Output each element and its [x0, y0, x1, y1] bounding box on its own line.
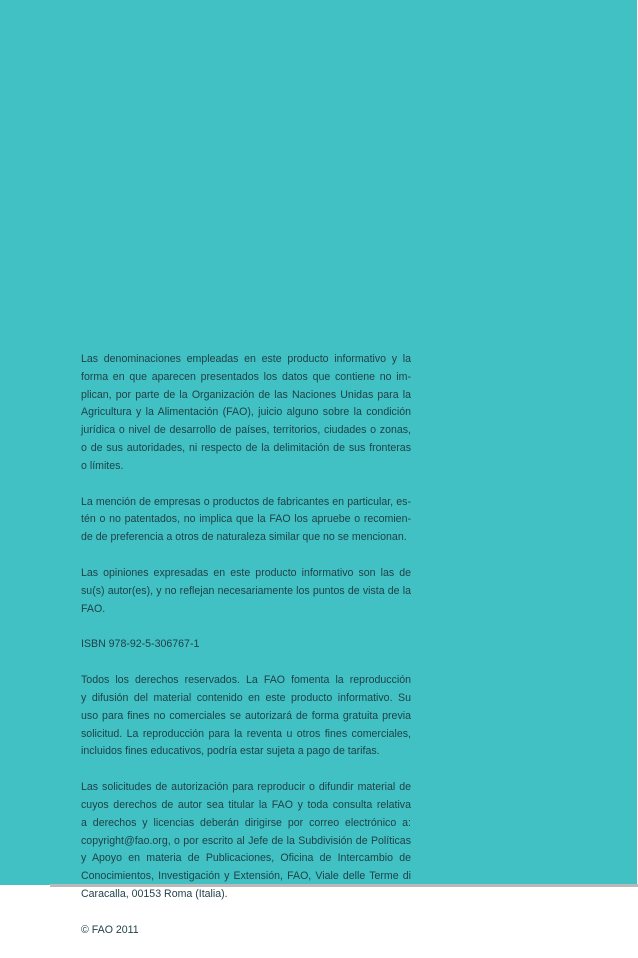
text-line: solicitud. La reproducción para la reventa u otros fines comerciales, — [81, 727, 411, 740]
copyright-notice — [81, 351, 411, 958]
text-line: ISBN 978-92-5-306767-1 — [81, 638, 200, 651]
text-line: Todos los derechos reservados. La FAO fomenta la reproducción — [81, 674, 411, 687]
text-line: Caracalla, 00153 Roma (Italia). — [81, 887, 228, 900]
text-line: uso para fines no comerciales se autorizará de forma gratuita previa — [81, 709, 411, 722]
copyright-line — [81, 922, 411, 940]
text-line: Agricultura y la Alimentación (FAO), juicio alguno sobre la condición — [81, 406, 411, 419]
isbn-line — [81, 636, 411, 654]
text-line: forma en que aparecen presentados los datos que contiene no im- — [81, 370, 411, 383]
text-line: a derechos y licencias deberán dirigirse por correo electrónico a: — [81, 816, 411, 829]
endorsement-paragraph — [81, 494, 411, 547]
text-line: Las opiniones expresadas en este producto informativo son las de — [81, 566, 411, 579]
text-line: © FAO 2011 — [81, 923, 139, 936]
text-line: copyright@fao.org, o por escrito al Jefe de la Subdivisión de Políticas — [81, 834, 411, 847]
text-line: su(s) autor(es), y no reflejan necesariamente los puntos de vista de la — [81, 584, 411, 597]
text-line: de de preferencia a otros de naturaleza similar que no se mencionan. — [81, 531, 407, 544]
text-line: y difusión del material contenido en este producto informativo. Su — [81, 691, 411, 704]
text-line: La mención de empresas o productos de fabricantes en particular, es- — [81, 495, 411, 508]
text-line: Las denominaciones empleadas en este producto informativo y la — [81, 353, 411, 365]
text-line: Las solicitudes de autorización para reproducir o difundir material de — [81, 781, 411, 794]
text-line: tén o no patentados, no implica que la FAO los apruebe o recomien- — [81, 513, 411, 526]
text-line: y Apoyo en materia de Publicaciones, Oficina de Intercambio de — [81, 852, 411, 865]
text-line: cuyos derechos de autor sea titular la FAO y toda consulta relativa — [81, 798, 411, 811]
text-line: Conocimientos, Investigación y Extensión, FAO, Viale delle Terme di — [81, 870, 411, 883]
rights-paragraph — [81, 672, 411, 761]
text-line: o límites. — [81, 459, 124, 472]
disclaimer-paragraph — [81, 351, 411, 476]
opinions-paragraph — [81, 565, 411, 618]
text-line: FAO. — [81, 602, 106, 615]
text-line: o de sus autoridades, ni respecto de la delimitación de sus fronteras — [81, 441, 411, 454]
text-line: jurídica o nivel de desarrollo de países, territorios, ciudades o zonas, — [81, 424, 411, 437]
text-line: plican, por parte de la Organización de las Naciones Unidas para la — [81, 388, 411, 401]
text-line: incluidos fines educativos, podría estar sujeta a pago de tarifas. — [81, 745, 380, 758]
